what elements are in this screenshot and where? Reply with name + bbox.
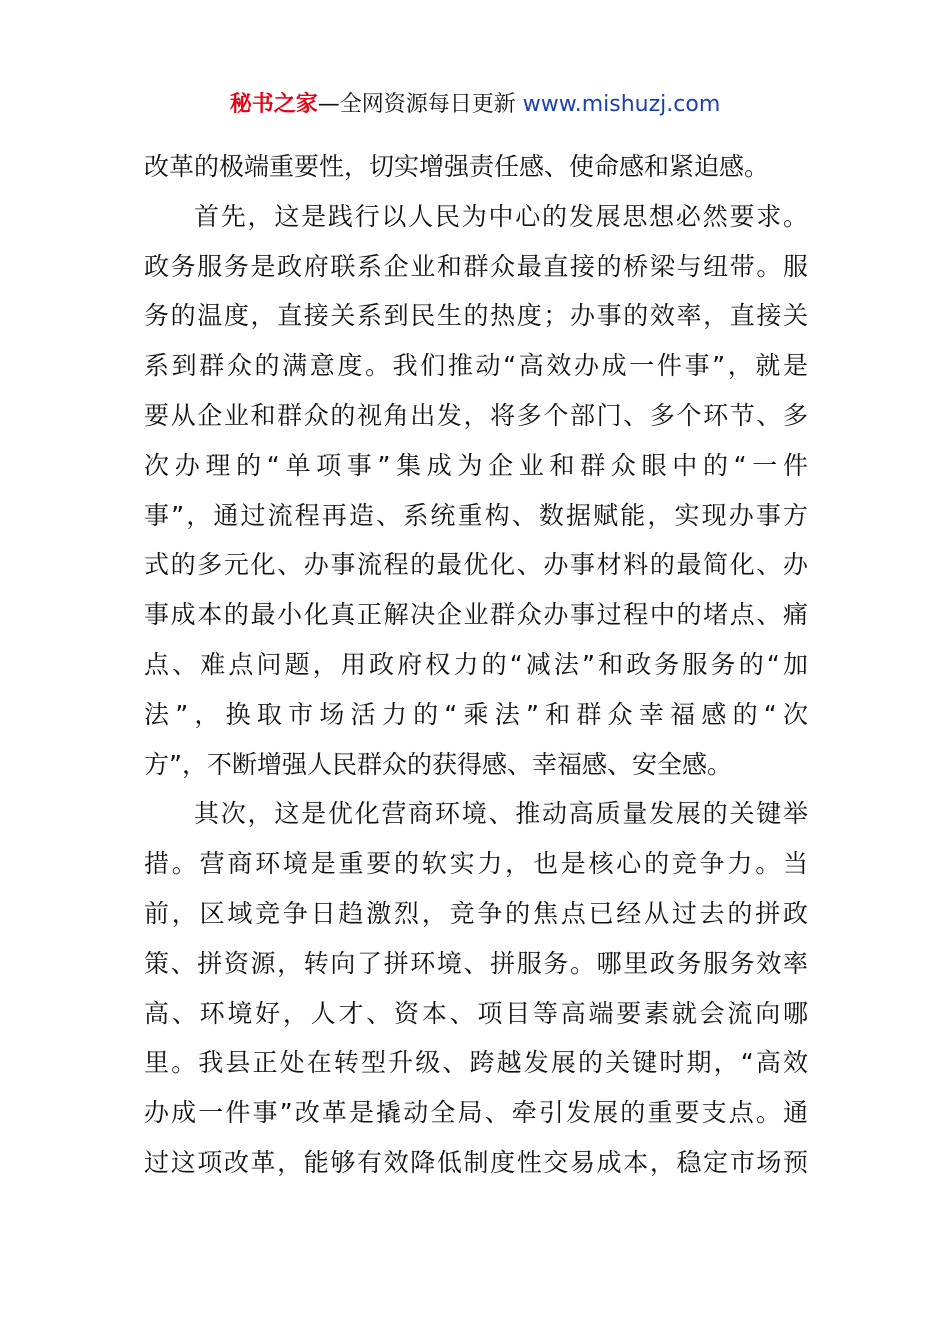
- paragraph-line: 务的温度，直接关系到民生的热度；办事的效率，直接关: [144, 301, 808, 331]
- paragraph-line: 系到群众的满意度。我们推动“高效办成一件事”，就是: [144, 351, 808, 381]
- site-brand: 秘书之家: [229, 92, 318, 117]
- paragraph-line: 措。营商环境是重要的软实力，也是核心的竞争力。当: [144, 849, 808, 879]
- paragraph-line: 首先，这是践行以人民为中心的发展思想必然要求。: [194, 201, 808, 231]
- page-header: [0, 88, 950, 122]
- paragraph-line: 其次，这是优化营商环境、推动高质量发展的关键举: [194, 799, 808, 829]
- paragraph-line: 法”，换取市场活力的“乘法”和群众幸福感的“次: [144, 699, 808, 729]
- paragraph-line: 策、拼资源，转向了拼环境、拼服务。哪里政务服务效率: [144, 948, 808, 978]
- paragraph-line: 事”，通过流程再造、系统重构、数据赋能，实现办事方: [144, 500, 808, 530]
- document-body: [144, 142, 808, 1188]
- paragraph-line: 办成一件事”改革是撬动全局、牵引发展的重要支点。通: [144, 1098, 808, 1128]
- paragraph-line: 高、环境好，人才、资本、项目等高端要素就会流向哪: [144, 998, 808, 1028]
- paragraph-line: 里。我县正处在转型升级、跨越发展的关键时期，“高效: [144, 1048, 808, 1078]
- paragraph-line: 改革的极端重要性，切实增强责任感、使命感和紧迫感。: [144, 152, 770, 181]
- paragraph-line: 次办理的“单项事”集成为企业和群众眼中的“一件: [144, 450, 808, 480]
- paragraph-line: 式的多元化、办事流程的最优化、办事材料的最简化、办: [144, 550, 808, 580]
- paragraph-line: 过这项改革，能够有效降低制度性交易成本，稳定市场预: [144, 1147, 808, 1177]
- site-url-link[interactable]: www.mishuzj.com: [522, 92, 721, 117]
- paragraph-line: 事成本的最小化真正解决企业群众办事过程中的堵点、痛: [144, 600, 808, 630]
- paragraph-line: 政务服务是政府联系企业和群众最直接的桥梁与纽带。服: [144, 251, 808, 281]
- paragraph-line: 点、难点问题，用政府权力的“减法”和政务服务的“加: [144, 649, 808, 679]
- paragraph-line: 前，区域竞争日趋激烈，竞争的焦点已经从过去的拼政: [144, 898, 808, 928]
- paragraph-line: 要从企业和群众的视角出发，将多个部门、多个环节、多: [144, 400, 808, 430]
- paragraph-line: 方”，不断增强人民群众的获得感、幸福感、安全感。: [144, 749, 732, 779]
- site-tagline: —全网资源每日更新: [317, 92, 516, 117]
